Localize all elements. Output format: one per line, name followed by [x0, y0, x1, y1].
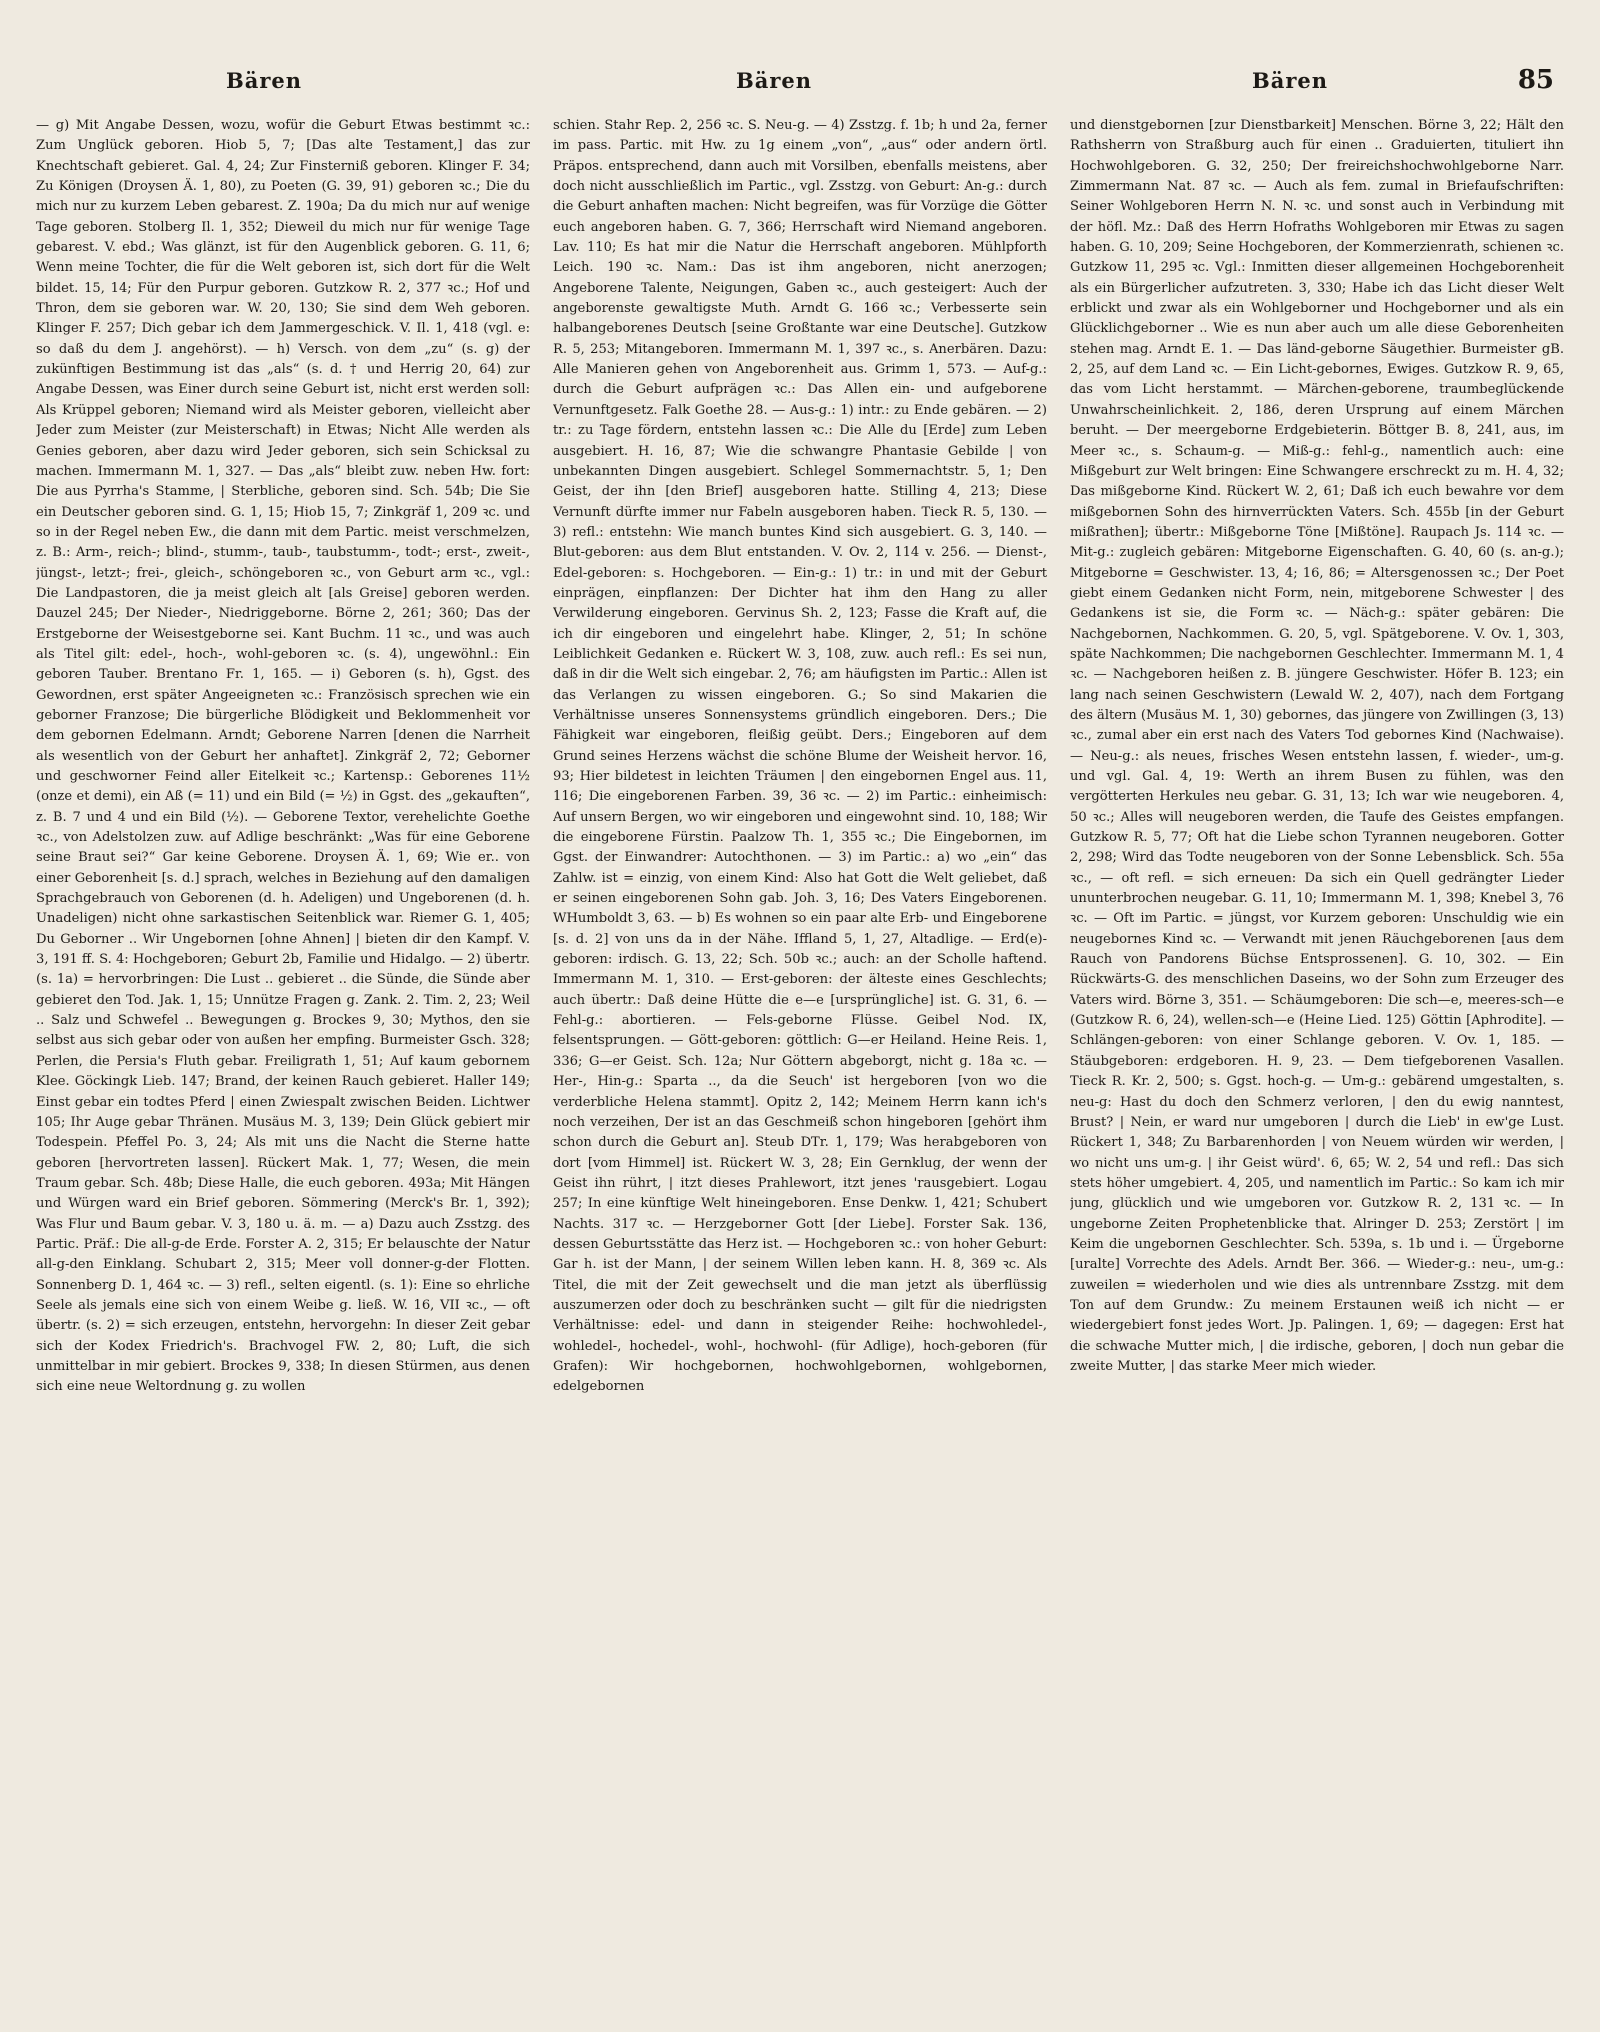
page-header	[36, 65, 1564, 102]
column-middle	[553, 116, 1047, 2011]
column-text: — g) Mit Angabe Dessen, wozu, wofür die Geburt Etwas bestimmt ꝛc.: Zum Unglück geboren. Hiob 5, 7; [Das alte Testament,] das zur Knechtschaft gebieret. Gal. 4, 24; Zur Finsterniß geboren. Klinger F. 34; Zu Königen (Droysen Ä. 1, 80), zu Poeten (G. 39, 91) geboren ꝛc.; Die du mich nur zu kurzem Leben gebarest. Z. 190a; Da du mich nur auf wenige Tage geboren. Stolberg Il. 1, 352; Dieweil du mich nur für wenige Tage gebarest. V. ebd.; Was glänzt, ist für den Augenblick geboren. G. 11, 6; Wenn meine Tochter, die für die Welt geboren ist, sich dort für die Welt bildet. 15, 14; Für den Purpur geboren. Gutzkow R. 2, 377 ꝛc.; Hof und Thron, dem sie geboren war. W. 20, 130; Sie sind dem Weh geboren. Klinger F. 257; Dich gebar ich dem Jammergeschick. V. Il. 1, 418 (vgl. e: so daß du dem J. angehörst). — h) Versch. von dem „zu“ (s. g) der zukünftigen Bestimmung ist das „als“ (s. d. † und Herrig 20, 64) zur Angabe Dessen, was Einer durch seine Geburt ist, nicht erst werden soll: Als Krüppel geboren; Niemand wird als Meister geboren, vielleicht aber Jeder zum Meister (zur Meisterschaft) in Etwas; Nicht Alle werden als Genies geboren, aber dazu wird Jeder geboren, sich sein Schicksal zu machen. Immermann M. 1, 327. — Das „als“ bleibt zuw. neben Hw. fort: Die aus Pyrrha's Stamme, | Sterbliche, geboren sind. Sch. 54b; Die Sie ein Deutscher geboren sind. G. 1, 15; Hiob 15, 7; Zinkgräf 1, 209 ꝛc. und so in der Regel neben Ew., die dann mit dem Partic. meist verschmelzen, z. B.: Arm-, reich-; blind-, stumm-, taub-, taubstumm-, todt-; erst-, zweit-, jüngst-, letzt-; frei-, gleich-, schöngeboren ꝛc., von Geburt arm ꝛc., vgl.: Die Landpastoren, die ja meist gleich alt [als Greise] geboren werden. Dauzel 245; Der Nieder-, Niedriggeborne. Börne 2, 261; 360; Das der Erstgeborne der Weisestgeborne sei. Kant Buchm. 11 ꝛc., und was auch als Titel gilt: edel-, hoch-, wohl-geboren ꝛc. (s. 4), ungewöhnl.: Ein geboren Tauber. Brentano Fr. 1, 165. — i) Geboren (s. h), Ggst. des Gewordnen, erst später Angeeigneten ꝛc.: Französisch sprechen wie ein geborner Franzose; Die bürgerliche Blödigkeit und Beklommenheit vor dem gebornen Edelmann. Arndt; Geborene Narren [denen die Narrheit als wesentlich von der Geburt her anhaftet]. Zinkgräf 2, 72; Geborner und geschworner Feind aller Eitelkeit ꝛc.; Kartensp.: Geborenes 11½ (onze et demi), ein Aß (= 11) und ein Bild (= ½) in Ggst. des „gekauften“, z. B. 7 und 4 und ein Bild (½). — Geborene Textor, verehelichte Goethe ꝛc., von Adelstolzen zuw. auf Adlige beschränkt: „Was für eine Geborene seine Braut sei?“ Gar keine Geborene. Droysen Ä. 1, 69; Wie er.. von einer Geborenheit [s. d.] sprach, welches in Beziehung auf den damaligen Sprachgebrauch von Geborenen (d. h. Adeligen) und Ungeborenen (d. h. Unadeligen) nicht ohne sarkastischen Seitenblick war. Riemer G. 1, 405; Du Geborner .. Wir Ungebornen [ohne Ahnen] | bieten dir den Kampf. V. 3, 191 ff. S. 4: Hochgeboren; Geburt 2b, Familie und Hidalgo. — 2) übertr. (s. 1a) = hervorbringen: Die Lust .. gebieret .. die Sünde, die Sünde aber gebieret den Tod. Jak. 1, 15; Unnütze Fragen g. Zank. 2. Tim. 2, 23; Weil .. Salz und Schwefel .. Bewegungen g. Brockes 9, 30; Mythos, den sie selbst aus sich gebar oder von außen her empfing. Burmeister Gsch. 328; Perlen, die Persia's Fluth gebar. Freiligrath 1, 51; Auf kaum gebornem Klee. Göckingk Lieb. 147; Brand, der keinen Rauch gebieret. Haller 149; Einst gebar ein todtes Pferd | einen Zwiespalt zwischen Beiden. Lichtwer 105; Ihr Auge gebar Thränen. Musäus M. 3, 139; Dein Glück gebiert mir Todespein. Pfeffel Po. 3, 24; Als mit uns die Nacht die Sterne hatte geboren [hervortreten lassen]. Rückert Mak. 1, 77; Wesen, die mein Traum gebar. Sch. 48b; Diese Halle, die euch geboren. 493a; Mit Hängen und Würgen ward ein Brief geboren. Sömmering (Merck's Br. 1, 392); Was Flur und Baum gebar. V. 3, 180 u. ä. m. — a) Dazu auch Zsstzg. des Partic. Präf.: Die all-g-de Erde. Forster A. 2, 315; Er belauschte der Natur all-g-den Einklang. Schubart 2, 315; Meer voll donner-g-der Flotten. Sonnenberg D. 1, 464 ꝛc. — 3) refl., selten eigentl. (s. 1): Eine so ehrliche Seele als jemals eine sich von einem Weibe g. ließ. W. 16, VII ꝛc., — oft übertr. (s. 2) = sich erzeugen, entstehn, hervorgehn: In dieser Zeit gebar sich der Kodex Friedrich's. Brachvogel FW. 2, 80; Luft, die sich unmittelbar in mir gebiert. Brockes 9, 338; In diesen Stürmen, aus denen sich eine neue Weltordnung g. zu wollen	[36, 118, 530, 1395]
column-left	[36, 116, 530, 2011]
right-running-head: Bären	[1252, 68, 1329, 93]
column-right	[1070, 116, 1564, 2011]
column-text: und dienstgebornen [zur Dienstbarkeit] Menschen. Börne 3, 22; Hält den Rathsherrn von Straßburg auch für einen .. Graduierten, tituliert ihn Hochwohlgeboren. G. 32, 250; Der freireichshochwohlgeborne Narr. Zimmermann Nat. 87 ꝛc. — Auch als fem. zumal in Briefaufschriften: Seiner Wohlgeboren Herrn N. N. ꝛc. und sonst auch in Verbindung mit der höfl. Mz.: Daß des Herrn Hofraths Wohlgeboren mir Etwas zu sagen haben. G. 10, 209; Seine Hochgeboren, der Kommerzienrath, schienen ꝛc. Gutzkow 11, 295 ꝛc. Vgl.: Inmitten dieser allgemeinen Hochgeborenheit als ein Bürgerlicher aufzutreten. 3, 330; Habe ich das Licht dieser Welt erblickt und zwar als ein Wohlgeborner und Hochgeborner und als ein Glücklichgeborner .. Wie es nun aber auch um alle diese Geborenheiten stehen mag. Arndt E. 1. — Das länd-geborne Säugethier. Burmeister gB. 2, 25, auf dem Land ꝛc. — Ein Licht-gebornes, Ewiges. Gutzkow R. 9, 65, das vom Licht herstammt. — Märchen-geborene, traumbeglückende Unwahrscheinlichkeit. 2, 186, deren Ursprung auf einem Märchen beruht. — Der meergeborne Erdgebieterin. Böttger B. 8, 241, aus, im Meer ꝛc., s. Schaum-g. — Miß-g.: fehl-g., namentlich auch: eine Mißgeburt zur Welt bringen: Eine Schwangere erschreckt zu m. H. 4, 32; Das mißgeborne Kind. Rückert W. 2, 61; Daß ich euch bewahre vor dem mißgebornen Sohn des hirnverrückten Vaters. Sch. 455b [in der Geburt mißrathen]; übertr.: Mißgeborne Töne [Mißtöne]. Raupach Js. 114 ꝛc. — Mit-g.: zugleich gebären: Mitgeborne Eigenschaften. G. 40, 60 (s. an-g.); Mitgeborne = Geschwister. 13, 4; 16, 86; = Altersgenossen ꝛc.; Der Poet giebt einem Gedanken nicht Form, nein, mitgeborene Schwester | des Gedankens ist sie, die Form ꝛc. — Näch-g.: später gebären: Die Nachgebornen, Nachkommen. G. 20, 5, vgl. Spätgeborene. V. Ov. 1, 303, späte Nachkommen; Die nachgebornen Geschlechter. Immermann M. 1, 4 ꝛc. — Nachgeboren heißen z. B. jüngere Geschwister. Höfer B. 123; ein lang nach seinen Geschwistern (Lewald W. 2, 407), nach dem Fortgang des ältern (Musäus M. 1, 30) gebornes, das jüngere von Zwillingen (3, 13) ꝛc., zumal aber ein erst nach des Vaters Tod gebornes Kind (Nachwaise). — Neu-g.: als neues, frisches Wesen entstehn lassen, f. wieder-, um-g. und vgl. Gal. 4, 19: Werth an ihrem Busen zu fühlen, was den vergötterten Herkules neu gebar. G. 31, 13; Ich war wie neugeboren. 4, 50 ꝛc.; Alles will neugeboren werden, die Taufe des Geistes empfangen. Gutzkow R. 5, 77; Oft hat die Liebe schon Tyrannen neugeboren. Gotter 2, 298; Wird das Todte neugeboren von der Sonne Lebensblick. Sch. 55a ꝛc., — oft refl. = sich erneuen: Da sich ein Quell gedrängter Lieder ununterbrochen neugebar. G. 11, 10; Immermann M. 1, 398; Knebel 3, 76 ꝛc. — Oft im Partic. = jüngst, vor Kurzem geboren: Unschuldig wie ein neugebornes Kind ꝛc. — Verwandt mit jenen Räuchgeborenen [aus dem Rauch von Pandorens Büchse Entsprossenen]. G. 10, 302. — Ein Rückwärts-G. des menschlichen Daseins, wo der Sohn zum Erzeuger des Vaters wird. Börne 3, 351. — Schäumgeboren: Die sch—e, meeres-sch—e (Gutzkow R. 6, 24), wellen-sch—e (Heine Lied. 125) Göttin [Aphrodite]. — Schlängen-geboren: von einer Schlange geboren. V. Ov. 1, 185. — Stäubgeboren: erdgeboren. H. 9, 23. — Dem tiefgeborenen Vasallen. Tieck R. Kr. 2, 500; s. Ggst. hoch-g. — Um-g.: gebärend umgestalten, s. neu-g: Hast du doch den Schmerz verloren, | den du ewig nanntest, Brust? | Nein, er ward nur umgeboren | durch die Lieb' in ew'ge Lust. Rückert 1, 348; Zu Barbarenhorden | von Neuem würden wir werden, | wo nicht uns um-g. | ihr Geist würd'. 6, 65; W. 2, 54 und refl.: Das sich stets höher umgebiert. 4, 205, und namentlich im Partic.: So kam ich mir jung, glücklich und wie umgeboren vor. Gutzkow R. 2, 131 ꝛc. — In ungeborne Zeiten Prophetenblicke that. Alringer D. 253; Zerstört | im Keim die ungebornen Geschlechter. Sch. 539a, s. 1b und i. — Ürgeborne [uralte] Vorrechte des Adels. Arndt Ber. 366. — Wieder-g.: neu-, um-g.: zuweilen = wiederholen und wie dies als untrennbare Zsstzg. mit dem Ton auf dem Grundw.: Zu meinem Erstaunen weiß ich nicht — er wiedergebiert fonst jedes Wort. Jp. Palingen. 1, 69; — dagegen: Erst hat die schwache Mutter mich, | die irdische, geboren, | doch nun gebar die zweite Mutter, | das starke Meer mich wieder.	[1070, 118, 1564, 1374]
text-columns	[36, 116, 1564, 2016]
left-running-head: Bären	[226, 68, 303, 93]
page-number: 85	[1517, 65, 1554, 95]
center-running-head: Bären	[736, 68, 813, 93]
column-text: schien. Stahr Rep. 2, 256 ꝛc. S. Neu-g. — 4) Zsstzg. f. 1b; h und 2a, ferner im pass. Partic. mit Hw. zu 1g einem „von“, „aus“ oder andern örtl. Präpos. entsprechend, dann auch mit Vorsilben, ebenfalls meistens, aber doch nicht ausschließlich im Partic., vgl. Zsstzg. von Geburt: An-g.: durch die Geburt anhaften machen: Nicht begreifen, was für Vorzüge die Götter euch angeboren haben. G. 7, 366; Herrschaft wird Niemand angeboren. Lav. 110; Es hat mir die Natur die Herrschaft angeboren. Mühlpforth Leich. 190 ꝛc. Nam.: Das ist ihm angeboren, nicht anerzogen; Angeborene Talente, Neigungen, Gaben ꝛc., auch gesteigert: Auch der angeborenste gewaltigste Muth. Arndt G. 166 ꝛc.; Verbesserte sein halbangeborenes Deutsch [seine Großtante war eine Deutsche]. Gutzkow R. 5, 253; Mitangeboren. Immermann M. 1, 397 ꝛc., s. Anerbären. Dazu: Alle Manieren gehen von Angeborenheit aus. Grimm 1, 573. — Auf-g.: durch die Geburt aufprägen ꝛc.: Das Allen ein- und aufgeborene Vernunftgesetz. Falk Goethe 28. — Aus-g.: 1) intr.: zu Ende gebären. — 2) tr.: zu Tage fördern, entstehn lassen ꝛc.: Die Alle du [Erde] zum Leben ausgebiert. H. 16, 87; Wie die schwangre Phantasie Gebilde | von unbekannten Dingen ausgebiert. Schlegel Sommernachtstr. 5, 1; Den Geist, der ihn [den Brief] ausgeboren hatte. Stilling 4, 213; Diese Vernunft dürfte immer nur Fabeln ausgeboren haben. Tieck R. 5, 130. — 3) refl.: entstehn: Wie manch buntes Kind sich ausgebiert. G. 3, 140. — Blut-geboren: aus dem Blut entstanden. V. Ov. 2, 114 v. 256. — Dienst-, Edel-geboren: s. Hochgeboren. — Ein-g.: 1) tr.: in und mit der Geburt einprägen, einpflanzen: Der Dichter hat ihm den Hang zu aller Verwilderung eingeboren. Gervinus Sh. 2, 123; Fasse die Kraft auf, die ich dir eingeboren und eingelehrt habe. Klinger, 2, 51; In schöne Leiblichkeit Gedanken e. Rückert W. 3, 108, zuw. auch refl.: Es sei nun, daß in dir die Welt sich eingebar. 2, 76; am häufigsten im Partic.: Allen ist das Verlangen zu wissen eingeboren. G.; So sind Makarien die Verhältnisse unseres Sonnensystems gründlich eingeboren. Ders.; Die Fähigkeit war eingeboren, fleißig geübt. Ders.; Eingeboren auf dem Grund seines Herzens wächst die schöne Blume der Weisheit hervor. 16, 93; Hier bildetest in leichten Träumen | den eingebornen Engel aus. 11, 116; Die eingeborenen Farben. 39, 36 ꝛc. — 2) im Partic.: einheimisch: Auf unsern Bergen, wo wir eingeboren und eingewohnt sind. 10, 188; Wir die eingeborene Fürstin. Paalzow Th. 1, 355 ꝛc.; Die Eingebornen, im Ggst. der Einwandrer: Autochthonen. — 3) im Partic.: a) wo „ein“ das Zahlw. ist = einzig, von einem Kind: Also hat Gott die Welt geliebet, daß er seinen eingeborenen Sohn gab. Joh. 3, 16; Des Vaters Eingeborenen. WHumboldt 3, 63. — b) Es wohnen so ein paar alte Erb- und Eingeborene [s. d. 2] von uns da in der Nähe. Iffland 5, 1, 27, Altadlige. — Erd(e)-geboren: irdisch. G. 13, 22; Sch. 50b ꝛc.; auch: an der Scholle haftend. Immermann M. 1, 310. — Erst-geboren: der älteste eines Geschlechts; auch übertr.: Daß deine Hütte die e—e [ursprüngliche] ist. G. 31, 6. — Fehl-g.: abortieren. — Fels-geborne Flüsse. Geibel Nod. IX, felsentsprungen. — Gött-geboren: göttlich: G—er Heiland. Heine Reis. 1, 336; G—er Geist. Sch. 12a; Nur Göttern abgeborgt, nicht g. 18a ꝛc. — Her-, Hin-g.: Sparta .., da die Seuch' ist hergeboren [von wo die verderbliche Helena stammt]. Opitz 2, 142; Meinem Herrn kann ich's noch verzeihen, Der ist an das Geschmeiß schon hingeboren [gehört ihm schon durch die Geburt an]. Steub DTr. 1, 179; Was herabgeboren von dort [vom Himmel] ist. Rückert W. 3, 28; Ein Gernklug, der wenn der Geist ihn rührt, | itzt dieses Prahlewort, itzt jenes 'rausgebiert. Logau 257; In eine künftige Welt hineingeboren. Ense Denkw. 1, 421; Schubert Nachts. 317 ꝛc. — Herzgeborner Gott [der Liebe]. Forster Sak. 136, dessen Geburtsstätte das Herz ist. — Hochgeboren ꝛc.: von hoher Geburt: Gar h. ist der Mann, | der seinem Willen leben kann. H. 8, 369 ꝛc. Als Titel, die mit der Zeit gewechselt und die man jetzt als überflüssig auszumerzen oder doch zu beschränken sucht — gilt für die niedrigsten Verhältnisse: edel- und dann in steigender Reihe: hochwohledel-, wohledel-, hochedel-, wohl-, hochwohl- (für Adlige), hoch-geboren (für Grafen): Wir hochgebornen, hochwohlgebornen, wohlgebornen, edelgebornen	[553, 118, 1047, 1395]
